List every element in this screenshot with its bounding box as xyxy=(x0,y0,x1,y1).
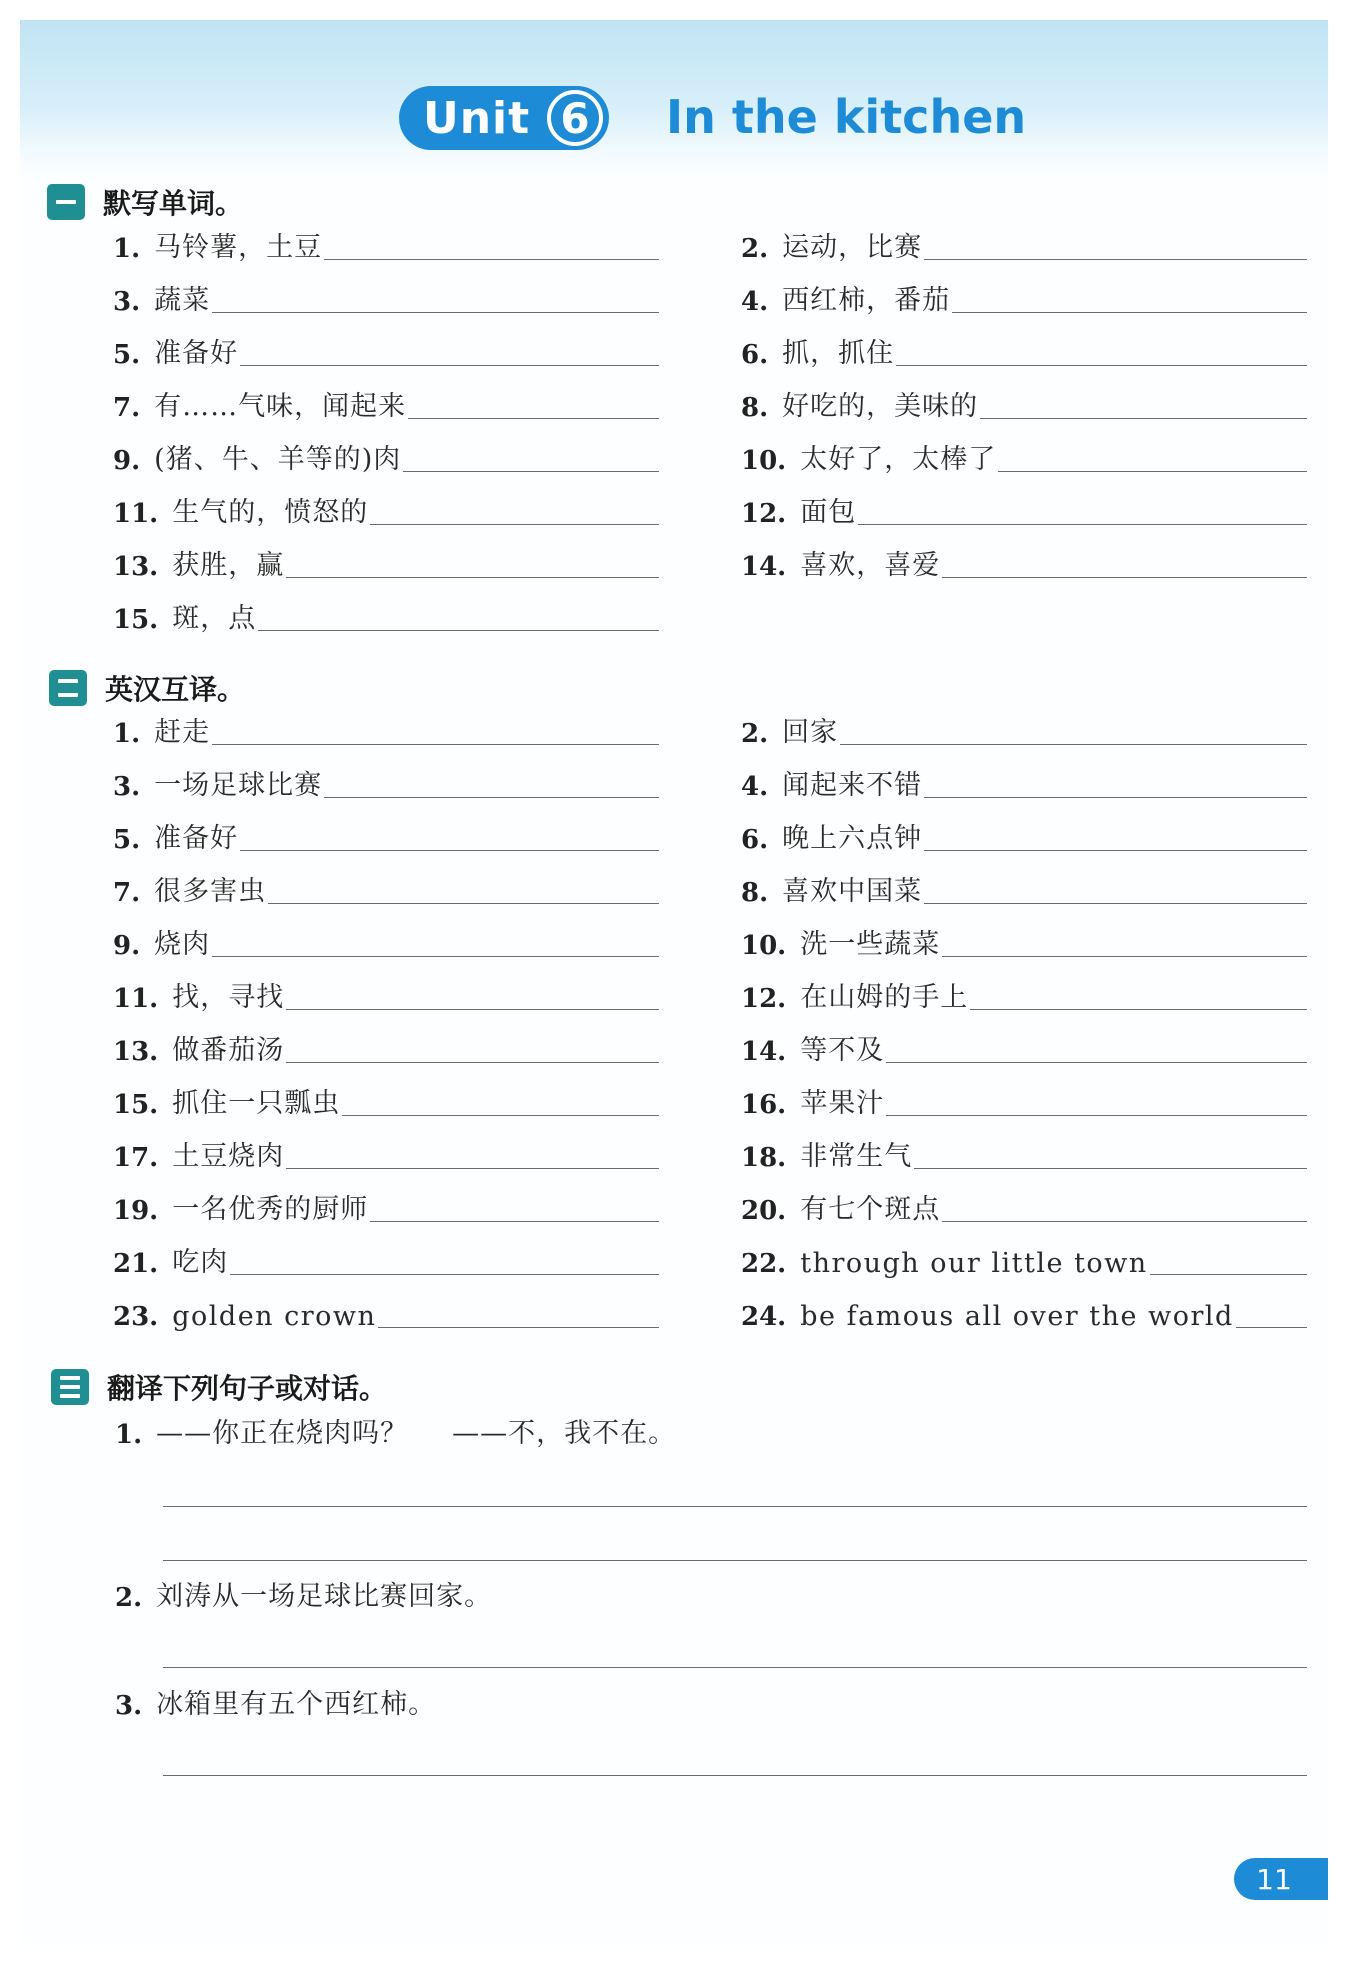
answer-blank[interactable] xyxy=(896,365,1307,366)
item-number: 13. xyxy=(113,1037,159,1067)
answer-blank[interactable] xyxy=(952,312,1307,313)
item-prompt: 准备好 xyxy=(154,823,239,854)
item-prompt: be famous all over the world xyxy=(800,1301,1234,1332)
item-prompt: 很多害虫 xyxy=(154,876,267,907)
item-number: 11. xyxy=(113,499,159,529)
s2-item-15[interactable] xyxy=(113,1076,659,1120)
s1-item-8[interactable] xyxy=(741,379,1307,423)
answer-blank[interactable] xyxy=(914,1168,1307,1169)
section-2-marker-icon xyxy=(49,670,87,706)
answer-blank[interactable] xyxy=(286,1009,659,1010)
item-number: 5. xyxy=(113,340,141,370)
item-prompt: 运动，比赛 xyxy=(782,232,923,263)
item-number: 9. xyxy=(113,446,141,476)
item-number: 22. xyxy=(741,1249,787,1279)
section-2-title: 英汉互译。 xyxy=(105,673,246,706)
answer-blank[interactable] xyxy=(212,312,659,313)
item-number: 3. xyxy=(113,287,141,317)
answer-blank[interactable] xyxy=(942,956,1307,957)
item-prompt: 马铃薯，土豆 xyxy=(154,232,323,263)
s1-item-13[interactable] xyxy=(113,538,659,582)
item-prompt: 一场足球比赛 xyxy=(154,770,323,801)
s1-item-10[interactable] xyxy=(741,432,1307,476)
answer-blank[interactable] xyxy=(886,1062,1307,1063)
unit-title: In the kitchen xyxy=(666,90,1027,144)
item-number: 1. xyxy=(115,1420,143,1450)
item-prompt: 做番茄汤 xyxy=(172,1035,285,1066)
unit-banner xyxy=(20,20,1328,180)
s2-item-1[interactable] xyxy=(113,705,659,749)
item-number: 24. xyxy=(741,1302,787,1332)
item-number: 12. xyxy=(741,499,787,529)
s1-item-1[interactable] xyxy=(113,220,659,264)
answer-blank[interactable] xyxy=(1236,1327,1307,1328)
s2-item-22[interactable] xyxy=(741,1235,1307,1279)
s3-item-1 xyxy=(115,1406,676,1450)
item-number: 11. xyxy=(113,984,159,1014)
item-prompt: through our little town xyxy=(800,1248,1148,1279)
item-number: 3. xyxy=(115,1691,143,1721)
item-number: 3. xyxy=(113,772,141,802)
item-prompt: 苹果汁 xyxy=(800,1088,885,1119)
s2-item-18[interactable] xyxy=(741,1129,1307,1173)
s2-item-23[interactable] xyxy=(113,1288,659,1332)
item-number: 10. xyxy=(741,446,787,476)
item-prompt: 西红柿，番茄 xyxy=(782,285,951,316)
item-number: 9. xyxy=(113,931,141,961)
s1-item-4[interactable] xyxy=(741,273,1307,317)
answer-blank[interactable] xyxy=(1150,1274,1307,1275)
answer-blank[interactable] xyxy=(924,850,1307,851)
s2-item-13[interactable] xyxy=(113,1023,659,1067)
item-number: 4. xyxy=(741,287,769,317)
s1-item-9[interactable] xyxy=(113,432,659,476)
s2-item-10[interactable] xyxy=(741,917,1307,961)
s2-item-24[interactable] xyxy=(741,1288,1307,1332)
item-number: 23. xyxy=(113,1302,159,1332)
item-number: 15. xyxy=(113,1090,159,1120)
item-number: 15. xyxy=(113,605,159,635)
item-prompt: 好吃的，美味的 xyxy=(782,391,979,422)
answer-blank[interactable] xyxy=(240,850,659,851)
answer-blank[interactable] xyxy=(840,744,1307,745)
item-number: 12. xyxy=(741,984,787,1014)
sentence-prompt: 刘涛从一场足球比赛回家。 xyxy=(156,1581,493,1612)
item-number: 1. xyxy=(113,234,141,264)
s1-item-11[interactable] xyxy=(113,485,659,529)
section-1-marker-icon xyxy=(47,184,85,220)
answer-blank[interactable] xyxy=(258,630,659,631)
s1-item-3[interactable] xyxy=(113,273,659,317)
item-number: 2. xyxy=(741,234,769,264)
s1-item-15[interactable] xyxy=(113,591,659,635)
item-number: 8. xyxy=(741,878,769,908)
answer-blank[interactable] xyxy=(942,577,1307,578)
answer-blank[interactable] xyxy=(370,1221,659,1222)
s1-item-7[interactable] xyxy=(113,379,659,423)
section-3-heading xyxy=(51,1367,387,1407)
item-prompt: 回家 xyxy=(782,717,839,748)
answer-blank[interactable] xyxy=(324,797,659,798)
item-prompt: 抓，抓住 xyxy=(782,338,895,369)
item-prompt: 洗一些蔬菜 xyxy=(800,929,941,960)
item-prompt: 吃肉 xyxy=(172,1247,229,1278)
answer-blank[interactable] xyxy=(230,1274,659,1275)
answer-blank[interactable] xyxy=(268,903,659,904)
item-number: 20. xyxy=(741,1196,787,1226)
item-number: 7. xyxy=(113,878,141,908)
item-prompt: 有……气味，闻起来 xyxy=(154,391,407,422)
answer-blank[interactable] xyxy=(286,577,659,578)
s2-item-6[interactable] xyxy=(741,811,1307,855)
item-prompt: 准备好 xyxy=(154,338,239,369)
s2-item-17[interactable] xyxy=(113,1129,659,1173)
s1-item-12[interactable] xyxy=(741,485,1307,529)
answer-blank[interactable] xyxy=(980,418,1307,419)
item-number: 13. xyxy=(113,552,159,582)
answer-blank[interactable] xyxy=(212,744,659,745)
s1-item-5[interactable] xyxy=(113,326,659,370)
section-1-heading xyxy=(47,182,243,222)
s2-item-2[interactable] xyxy=(741,705,1307,749)
answer-blank[interactable] xyxy=(998,471,1307,472)
answer-blank[interactable] xyxy=(286,1168,659,1169)
item-number: 6. xyxy=(741,340,769,370)
item-number: 1. xyxy=(113,719,141,749)
item-prompt: 在山姆的手上 xyxy=(800,982,969,1013)
section-1-title: 默写单词。 xyxy=(103,187,244,220)
item-number: 21. xyxy=(113,1249,159,1279)
item-prompt: 找，寻找 xyxy=(172,982,285,1013)
s3-item-3 xyxy=(115,1677,436,1721)
s1-item-2[interactable] xyxy=(741,220,1307,264)
item-number: 18. xyxy=(741,1143,787,1173)
s2-item-21[interactable] xyxy=(113,1235,659,1279)
item-prompt: 生气的，愤怒的 xyxy=(172,497,369,528)
item-number: 2. xyxy=(115,1583,143,1613)
s3-item-2 xyxy=(115,1569,492,1613)
section-2-heading xyxy=(49,668,245,708)
item-prompt: 面包 xyxy=(800,497,857,528)
section-3-title: 翻译下列句子或对话。 xyxy=(107,1372,388,1405)
item-number: 14. xyxy=(741,1037,787,1067)
item-prompt: 晚上六点钟 xyxy=(782,823,923,854)
sentence-prompt: ——你正在烧肉吗？ xyxy=(156,1418,409,1449)
worksheet-page xyxy=(20,20,1328,1944)
item-prompt: 有七个斑点 xyxy=(800,1194,941,1225)
item-prompt: 斑，点 xyxy=(172,603,257,634)
item-prompt: golden crown xyxy=(172,1301,377,1332)
item-number: 16. xyxy=(741,1090,787,1120)
item-prompt: 非常生气 xyxy=(800,1141,913,1172)
answer-blank[interactable] xyxy=(378,1327,659,1328)
answer-blank[interactable] xyxy=(212,956,659,957)
s2-item-3[interactable] xyxy=(113,758,659,802)
item-prompt: 等不及 xyxy=(800,1035,885,1066)
s2-item-8[interactable] xyxy=(741,864,1307,908)
answer-blank[interactable] xyxy=(370,524,659,525)
s2-item-14[interactable] xyxy=(741,1023,1307,1067)
answer-line[interactable] xyxy=(163,1775,1307,1776)
s2-item-20[interactable] xyxy=(741,1182,1307,1226)
s2-item-11[interactable] xyxy=(113,970,659,1014)
s2-item-19[interactable] xyxy=(113,1182,659,1226)
answer-line[interactable] xyxy=(163,1667,1307,1668)
item-prompt: (猪、牛、羊等的)肉 xyxy=(154,444,402,475)
answer-blank[interactable] xyxy=(924,259,1307,260)
sentence-prompt-reply: ——不，我不在。 xyxy=(452,1418,677,1449)
s1-item-14[interactable] xyxy=(741,538,1307,582)
s2-item-9[interactable] xyxy=(113,917,659,961)
sentence-prompt: 冰箱里有五个西红柿。 xyxy=(156,1689,437,1720)
answer-blank[interactable] xyxy=(240,365,659,366)
item-prompt: 闻起来不错 xyxy=(782,770,923,801)
s2-item-16[interactable] xyxy=(741,1076,1307,1120)
s2-item-4[interactable] xyxy=(741,758,1307,802)
item-number: 6. xyxy=(741,825,769,855)
answer-blank[interactable] xyxy=(942,1221,1307,1222)
item-number: 17. xyxy=(113,1143,159,1173)
answer-blank[interactable] xyxy=(924,797,1307,798)
answer-blank[interactable] xyxy=(324,259,659,260)
item-number: 5. xyxy=(113,825,141,855)
item-number: 10. xyxy=(741,931,787,961)
item-prompt: 烧肉 xyxy=(154,929,211,960)
item-number: 4. xyxy=(741,772,769,802)
answer-blank[interactable] xyxy=(286,1062,659,1063)
item-prompt: 获胜，赢 xyxy=(172,550,285,581)
item-prompt: 喜欢中国菜 xyxy=(782,876,923,907)
item-prompt: 一名优秀的厨师 xyxy=(172,1194,369,1225)
item-prompt: 蔬菜 xyxy=(154,285,211,316)
s2-item-7[interactable] xyxy=(113,864,659,908)
answer-blank[interactable] xyxy=(408,418,659,419)
item-prompt: 抓住一只瓢虫 xyxy=(172,1088,341,1119)
item-number: 14. xyxy=(741,552,787,582)
item-prompt: 土豆烧肉 xyxy=(172,1141,285,1172)
answer-blank[interactable] xyxy=(858,524,1307,525)
item-number: 19. xyxy=(113,1196,159,1226)
item-number: 2. xyxy=(741,719,769,749)
s1-item-6[interactable] xyxy=(741,326,1307,370)
item-number: 7. xyxy=(113,393,141,423)
item-prompt: 太好了，太棒了 xyxy=(800,444,997,475)
answer-line[interactable] xyxy=(163,1506,1307,1507)
answer-blank[interactable] xyxy=(924,903,1307,904)
unit-number: 6 xyxy=(547,90,603,146)
answer-blank[interactable] xyxy=(403,471,659,472)
section-3-marker-icon xyxy=(51,1369,89,1405)
unit-badge xyxy=(399,86,609,150)
page-number: 11 xyxy=(1234,1858,1328,1900)
answer-line[interactable] xyxy=(163,1560,1307,1561)
item-number: 8. xyxy=(741,393,769,423)
answer-blank[interactable] xyxy=(342,1115,659,1116)
answer-blank[interactable] xyxy=(970,1009,1307,1010)
answer-blank[interactable] xyxy=(886,1115,1307,1116)
item-prompt: 喜欢，喜爱 xyxy=(800,550,941,581)
s2-item-5[interactable] xyxy=(113,811,659,855)
item-prompt: 赶走 xyxy=(154,717,211,748)
s2-item-12[interactable] xyxy=(741,970,1307,1014)
unit-label: Unit xyxy=(423,92,531,144)
